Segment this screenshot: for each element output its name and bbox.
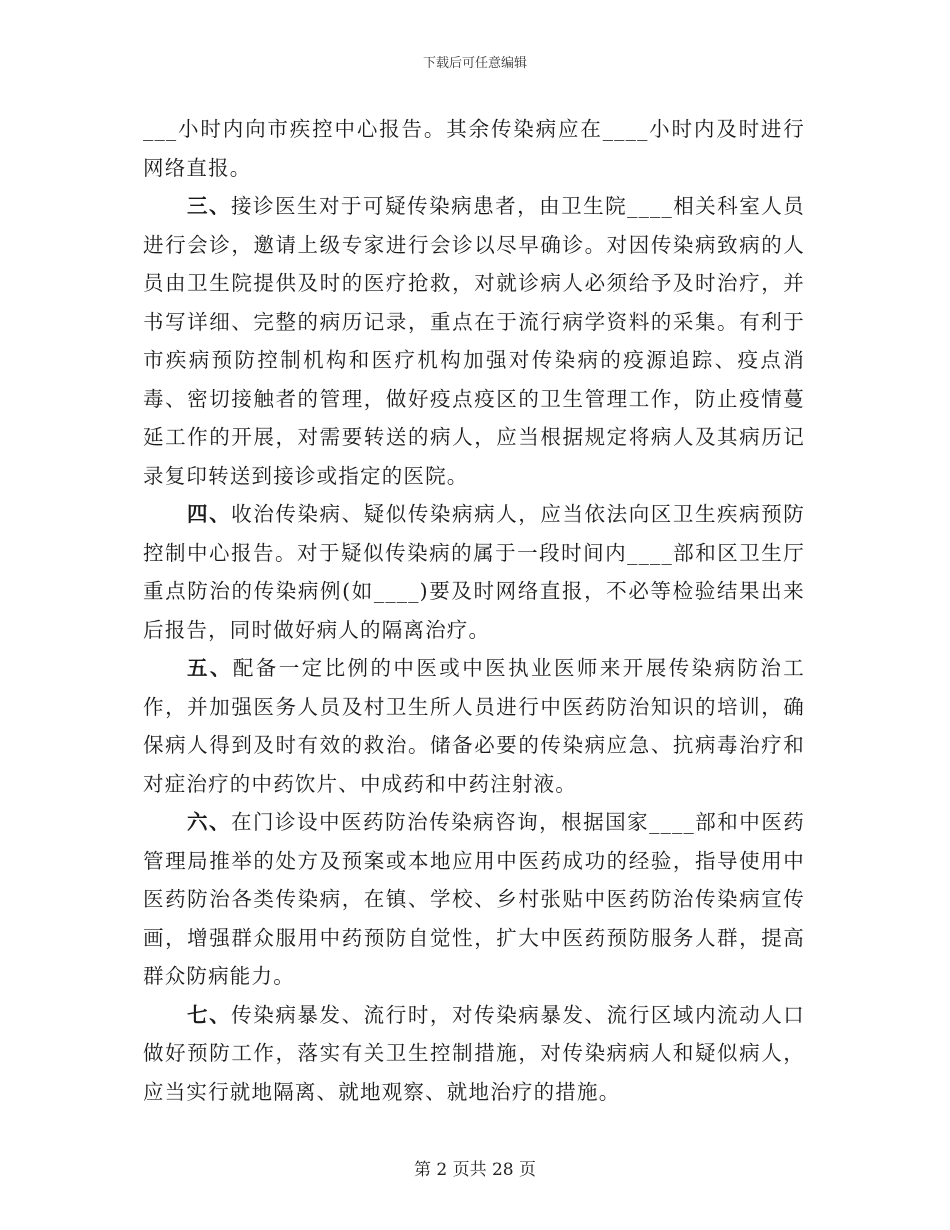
section-number: 六、 — [187, 810, 232, 834]
paragraph-section-6 — [143, 803, 805, 996]
paragraph-continuation — [143, 110, 805, 187]
paragraph-section-4 — [143, 495, 805, 649]
section-number: 七、 — [187, 1002, 232, 1027]
paragraph-text: 传染病暴发、流行时，对传染病暴发、流行区域内流动人口做好预防工作，落实有关卫生控制措施，对传染病病人和疑似病人，应当实行就地隔离、就地观察、就地治疗的措施。 — [143, 1002, 805, 1104]
document-body — [143, 110, 805, 1111]
section-number: 五、 — [187, 656, 233, 680]
paragraph-text: 收治传染病、疑似传染病病人，应当依法向区卫生疾病预防控制中心报告。对于疑似传染病的属于一段时间内____部和区卫生厅重点防治的传染病例(如____)要及时网络直报，不必等检验结果出来后报告，同时做好病人的隔离治疗。 — [143, 502, 805, 642]
section-number: 三、 — [187, 194, 232, 218]
page-number: 第 2 页共 28 页 — [413, 1160, 537, 1180]
paragraph-section-3 — [143, 187, 805, 495]
paragraph-text: 在门诊设中医药防治传染病咨询，根据国家____部和中医药管理局推举的处方及预案或本地应用中医药成功的经验，指导使用中医药防治各类传染病，在镇、学校、乡村张贴中医药防治传染病宣传画，增强群众服用中药预防自觉性，扩大中医药预防服务人群，提高群众防病能力。 — [143, 810, 805, 988]
paragraph-text: 接诊医生对于可疑传染病患者，由卫生院____相关科室人员进行会诊，邀请上级专家进行会诊以尽早确诊。对因传染病致病的人员由卫生院提供及时的医疗抢救，对就诊病人必须给予及时治疗，并书写详细、完整的病历记录，重点在于流行病学资料的采集。有利于市疾病预防控制机构和医疗机构加强对传染病的疫源追踪、疫点消毒、密切接触者的管理，做好疫点疫区的卫生管理工作，防止疫情蔓延工作的开展，对需要转送的病人，应当根据规定将病人及其病历记录复印转送到接诊或指定的医院。 — [143, 194, 805, 488]
paragraph-section-7 — [143, 996, 805, 1112]
paragraph-text: 配备一定比例的中医或中医执业医师来开展传染病防治工作，并加强医务人员及村卫生所人员进行中医药防治知识的培训，确保病人得到及时有效的救治。储备必要的传染病应急、抗病毒治疗和对症治疗的中药饮片、中成药和中药注射液。 — [143, 656, 805, 796]
paragraph-section-5 — [143, 649, 805, 803]
paragraph-text: ___小时内向市疾控中心报告。其余传染病应在____小时内及时进行网络直报。 — [143, 117, 805, 180]
header-note: 下载后可任意编辑 — [422, 56, 527, 71]
section-number: 四、 — [187, 502, 232, 526]
